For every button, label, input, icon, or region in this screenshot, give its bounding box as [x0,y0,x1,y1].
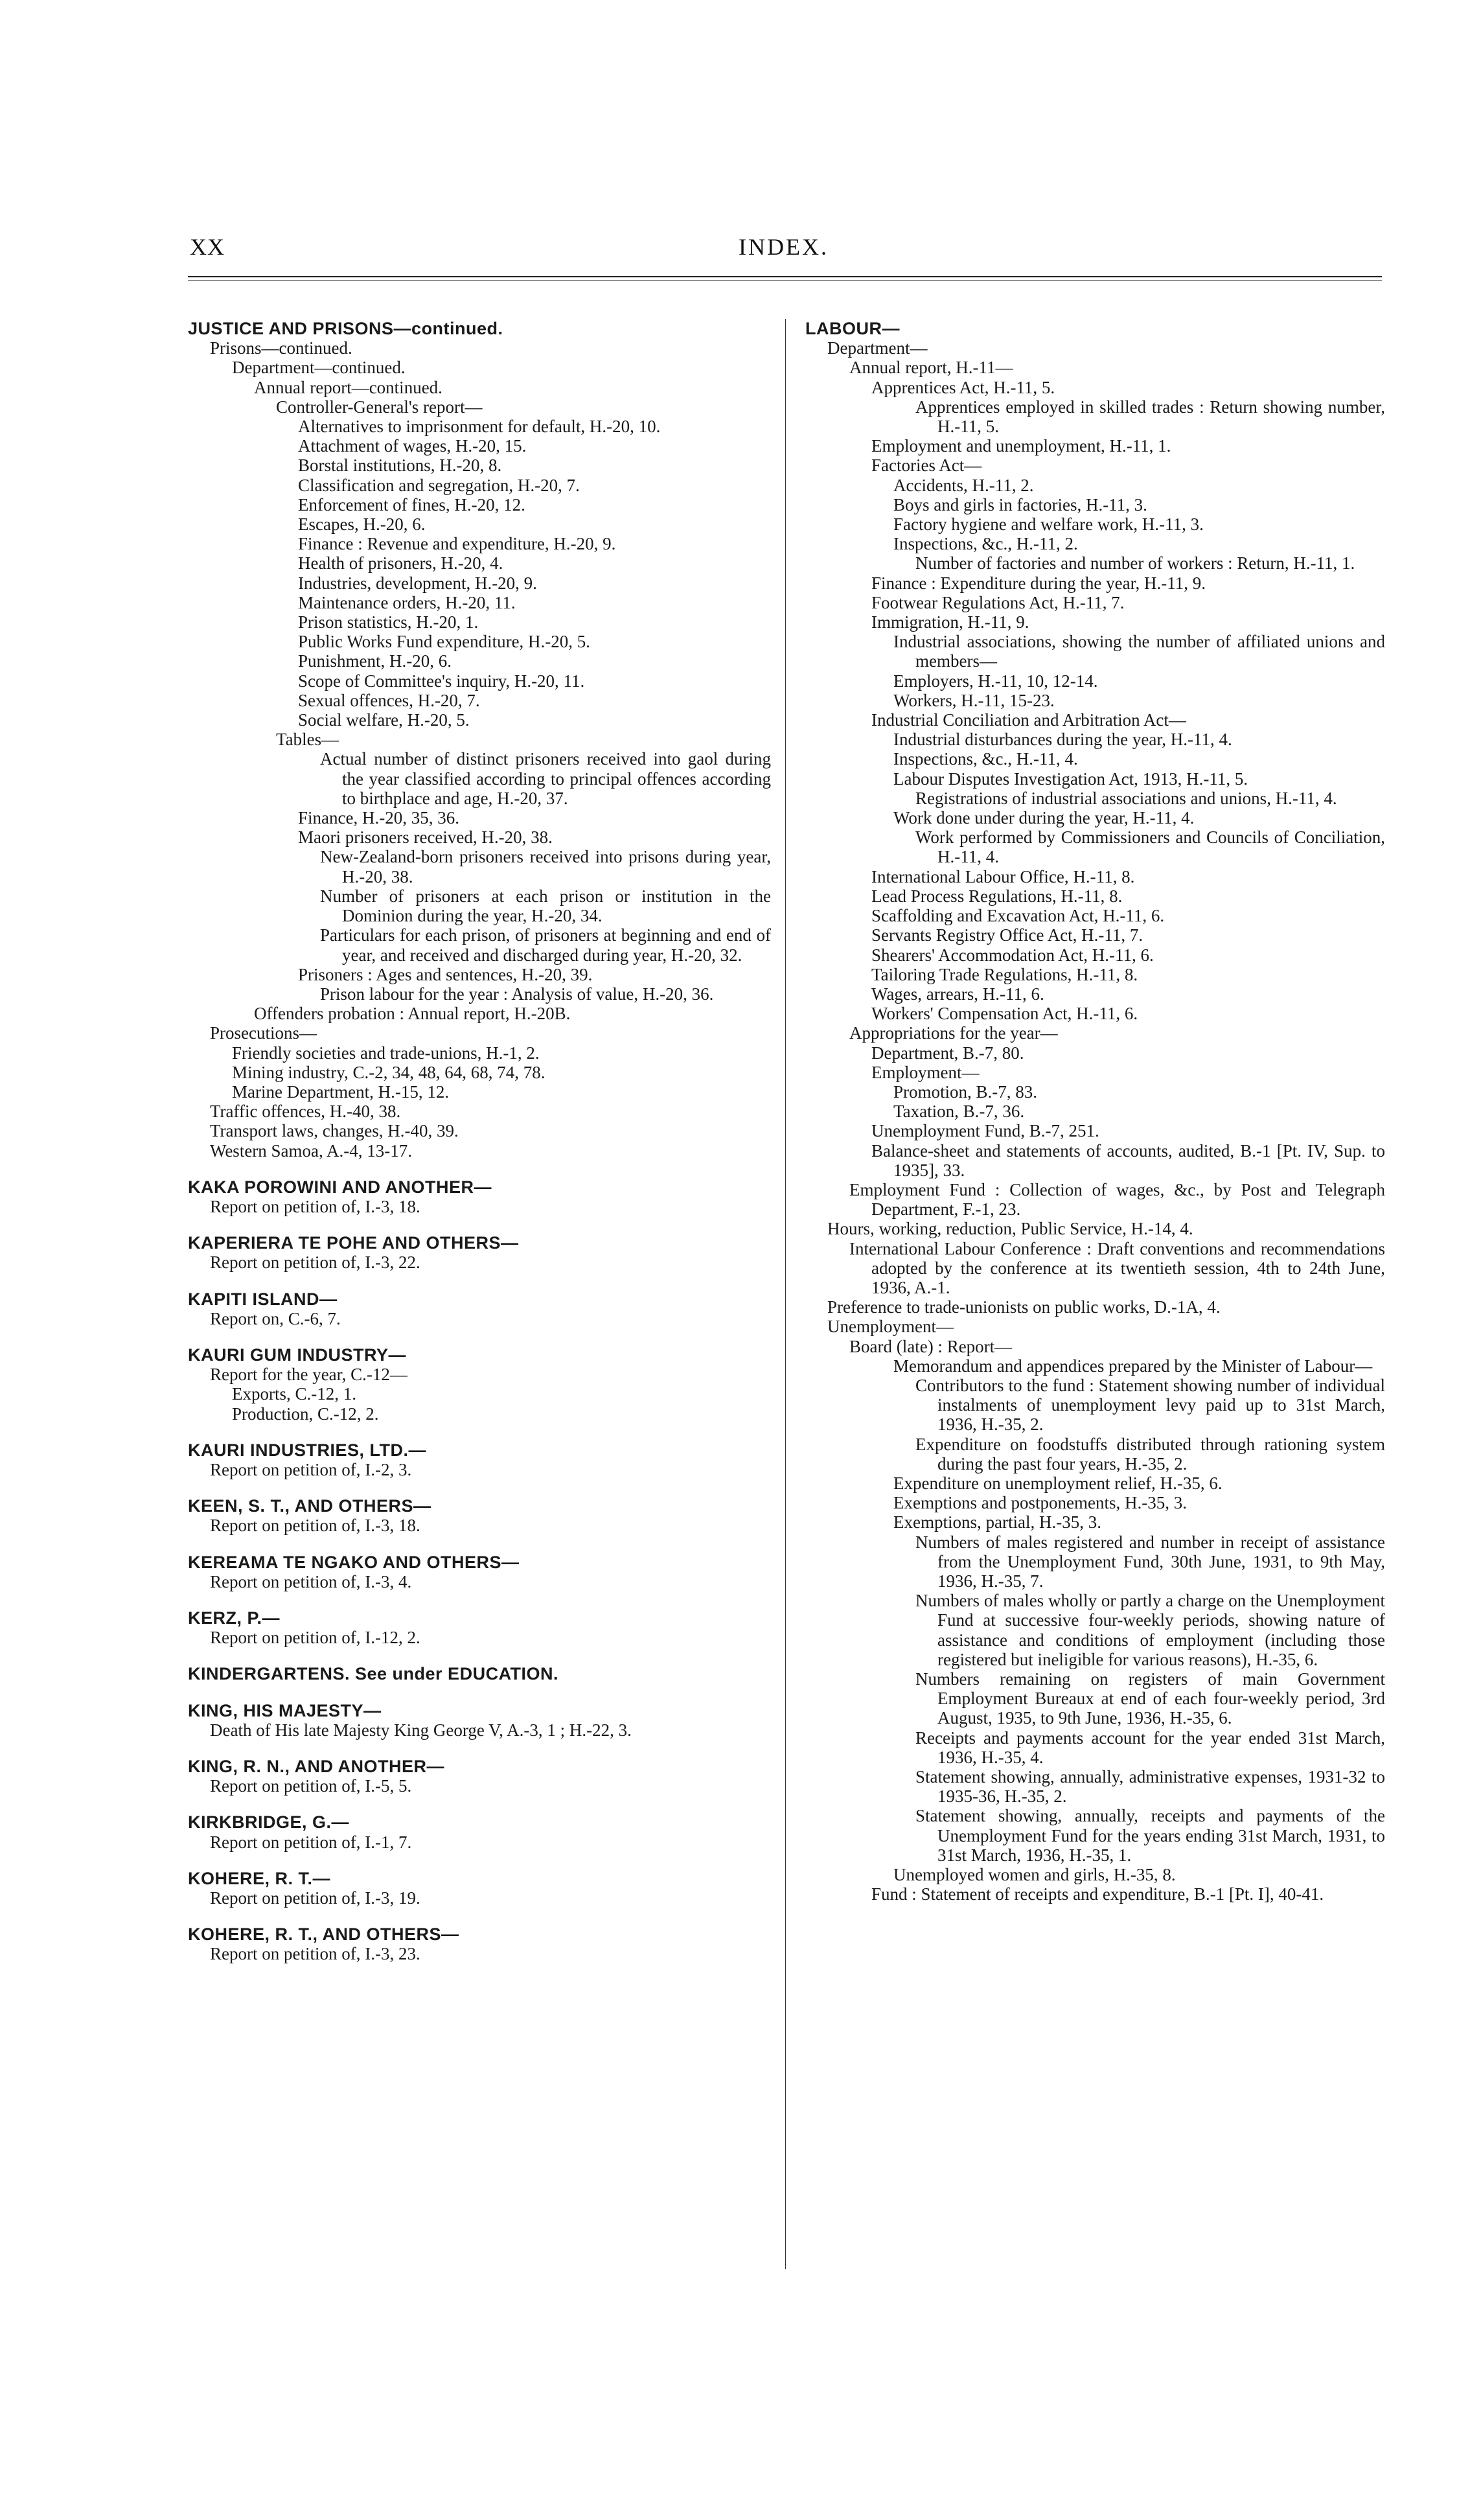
index-entry: Friendly societies and trade-unions, H.-1, 2. [232,1043,540,1063]
index-entry: Exemptions and postponements, H.-35, 3. [893,1493,1187,1513]
index-entry: Prison statistics, H.-20, 1. [298,612,479,632]
index-entry: Workers' Compensation Act, H.-11, 6. [871,1004,1138,1024]
index-entry: Factory hygiene and welfare work, H.-11, 3. [893,514,1204,535]
index-entry: Annual report—continued. [254,377,442,397]
index-entry: Exports, C.-12, 1. [232,1384,356,1404]
entry-gap [188,1216,771,1233]
index-entry: Boys and girls in factories, H.-11, 3. [893,494,1147,514]
index-entry: Borstal institutions, H.-20, 8. [298,456,502,476]
index-entry: Annual report, H.-11— [849,358,1013,378]
index-entry: Prison labour for the year : Analysis of value, H.-20, 36. [320,984,714,1004]
index-entry: Report on petition of, I.-3, 18. [210,1516,420,1536]
index-entry: Contributors to the fund : Statement showing number of individual instalments of unemployment levy paid up to 31st March, 1936, H.-35, 2. [915,1375,1385,1435]
index-entry: Mining industry, C.-2, 34, 48, 64, 68, 74, 78. [232,1062,545,1082]
index-entry: Factories Act— [871,456,982,476]
index-heading: KEEN, S. T., AND OTHERS— [188,1496,431,1516]
index-entry: Prisons—continued. [210,338,352,358]
index-entry: Report on petition of, I.-3, 23. [210,1944,420,1964]
index-entry: Transport laws, changes, H.-40, 39. [210,1121,459,1141]
index-entry: Traffic offences, H.-40, 38. [210,1102,401,1122]
entry-gap [188,1328,771,1345]
index-entry: Immigration, H.-11, 9. [871,612,1029,632]
index-entry: Number of factories and number of workers : Return, H.-11, 1. [915,553,1355,573]
index-entry: Department—continued. [232,358,406,378]
index-heading: LABOUR— [805,319,900,338]
index-entry: Production, C.-12, 2. [232,1404,379,1424]
index-entry: Taxation, B.-7, 36. [893,1102,1025,1122]
header-rule [188,276,1382,277]
index-entry: Promotion, B.-7, 83. [893,1081,1038,1102]
index-entry: Industrial associations, showing the number of affiliated unions and members— [893,632,1385,671]
index-heading: KAKA POROWINI AND ANOTHER— [188,1177,492,1197]
index-heading: KAPITI ISLAND— [188,1289,338,1309]
index-entry: Tailoring Trade Regulations, H.-11, 8. [871,964,1138,984]
index-entry: Hours, working, reduction, Public Service, H.-14, 4. [827,1219,1193,1239]
index-entry: New-Zealand-born prisoners received into prisons during year, H.-20, 38. [320,847,771,886]
index-entry: Fund : Statement of receipts and expenditure, B.-1 [Pt. I], 40-41. [871,1884,1324,1904]
index-entry: Apprentices employed in skilled trades : Return showing number, H.-11, 5. [915,397,1385,437]
index-heading: KIRKBRIDGE, G.— [188,1812,350,1832]
index-entry: International Labour Conference : Draft conventions and recommendations adopted by the conference at its twentieth session, 4th to 24th June, 1936, A.-1. [849,1238,1385,1297]
index-entry: Report on petition of, I.-3, 18. [210,1196,420,1216]
index-entry: Numbers of males registered and number in receipt of assistance from the Unemployment Fund, 30th June, 1931, to 9th May, 1936, H.-35, 7. [915,1532,1385,1591]
index-heading: KERZ, P.— [188,1608,281,1628]
entry-gap [188,1908,771,1925]
index-entry: Registrations of industrial associations and unions, H.-11, 4. [915,788,1337,808]
index-heading: KINDERGARTENS. See under EDUCATION. [188,1664,559,1684]
index-heading: KAURI INDUSTRIES, LTD.— [188,1440,426,1460]
index-entry: Number of prisoners at each prison or institution in the Dominion during the year, H.-20, 34. [320,886,771,926]
index-entry: Western Samoa, A.-4, 13-17. [210,1140,413,1161]
index-entry: Industrial disturbances during the year, H.-11, 4. [893,730,1232,750]
index-entry: Exemptions, partial, H.-35, 3. [893,1512,1101,1532]
index-heading: KING, HIS MAJESTY— [188,1700,382,1720]
entry-gap [188,1424,771,1440]
index-entry: Report on petition of, I.-1, 7. [210,1832,412,1852]
index-entry: Inspections, &c., H.-11, 2. [893,534,1078,554]
entry-gap [188,1591,771,1608]
index-entry: Prosecutions— [210,1023,317,1043]
index-entry: Statement showing, annually, receipts and payments of the Unemployment Fund for the years ending 31st March, 1931, to 31st March, 1936, H.-35, 1. [915,1806,1385,1865]
index-entry: Board (late) : Report— [849,1336,1013,1356]
index-entry: Preference to trade-unionists on public works, D.-1A, 4. [827,1297,1221,1317]
index-entry: Work performed by Commissioners and Councils of Conciliation, H.-11, 4. [915,827,1385,867]
index-entry: Employment and unemployment, H.-11, 1. [871,436,1171,456]
index-entry: Finance : Expenditure during the year, H.-11, 9. [871,573,1206,593]
index-entry: Employment— [871,1062,980,1082]
index-entry: Health of prisoners, H.-20, 4. [298,553,503,573]
index-heading: JUSTICE AND PRISONS—continued. [188,319,503,338]
index-entry: Numbers of males wholly or partly a charge on the Unemployment Fund at successive four-weekly periods, showing nature of assistance and conditions of employment (including those registered but ineligible for various reasons), H.-35, 6. [915,1591,1385,1669]
index-entry: Unemployment Fund, B.-7, 251. [871,1121,1099,1141]
index-entry: Balance-sheet and statements of accounts, audited, B.-1 [Pt. IV, Sup. to 1935], 33. [871,1140,1385,1180]
index-entry: Department— [827,338,928,358]
entry-gap [188,1852,771,1869]
index-entry: Expenditure on foodstuffs distributed through rationing system during the past four years, H.-35, 2. [915,1434,1385,1474]
index-entry: Appropriations for the year— [849,1023,1058,1043]
index-entry: Statement showing, annually, administrative expenses, 1931-32 to 1935-36, H.-35, 2. [915,1767,1385,1807]
index-entry: Industrial Conciliation and Arbitration Act— [871,710,1186,730]
right-column [805,319,1385,1904]
index-entry: Death of His late Majesty King George V, A.-3, 1 ; H.-22, 3. [210,1720,632,1740]
index-entry: Report on petition of, I.-3, 22. [210,1253,420,1273]
index-entry: Alternatives to imprisonment for default, H.-20, 10. [298,417,661,437]
index-entry: Employers, H.-11, 10, 12-14. [893,671,1098,691]
index-entry: Particulars for each prison, of prisoners at beginning and end of year, and received and discharged during year, H.-20, 32. [320,925,771,965]
index-entry: Controller-General's report— [276,397,483,417]
index-entry: Report on, C.-6, 7. [210,1308,341,1328]
entry-gap [188,1273,771,1289]
index-entry: Footwear Regulations Act, H.-11, 7. [871,592,1125,612]
index-heading: KOHERE, R. T.— [188,1868,331,1888]
index-entry: Expenditure on unemployment relief, H.-35, 6. [893,1473,1223,1493]
index-entry: Offenders probation : Annual report, H.-20B. [254,1004,571,1024]
index-entry: Tables— [276,730,339,750]
index-entry: Report on petition of, I.-12, 2. [210,1628,420,1648]
header-rule-thin [188,280,1382,281]
entry-gap [188,1796,771,1812]
index-entry: Labour Disputes Investigation Act, 1913, H.-11, 5. [893,769,1248,789]
page-number: XX [190,234,225,260]
index-entry: Memorandum and appendices prepared by the Minister of Labour— [893,1356,1373,1376]
index-entry: Employment Fund : Collection of wages, &c., by Post and Telegraph Department, F.-1, 23. [849,1179,1385,1220]
index-heading: KOHERE, R. T., AND OTHERS— [188,1925,459,1945]
index-entry: Inspections, &c., H.-11, 4. [893,749,1078,769]
index-entry: Servants Registry Office Act, H.-11, 7. [871,925,1143,945]
index-entry: Finance : Revenue and expenditure, H.-20, 9. [298,534,616,554]
index-entry: Report for the year, C.-12— [210,1365,408,1385]
index-heading: KING, R. N., AND ANOTHER— [188,1757,444,1776]
index-entry: Escapes, H.-20, 6. [298,514,426,535]
index-entry: Public Works Fund expenditure, H.-20, 5. [298,632,591,652]
index-entry: Work done under during the year, H.-11, 4. [893,808,1195,828]
index-entry: Attachment of wages, H.-20, 15. [298,436,527,456]
index-entry: Report on petition of, I.-2, 3. [210,1459,412,1479]
index-entry: Report on petition of, I.-3, 4. [210,1571,412,1591]
index-entry: Prisoners : Ages and sentences, H.-20, 39. [298,964,593,984]
index-entry: Workers, H.-11, 15-23. [893,690,1055,710]
index-entry: Scaffolding and Excavation Act, H.-11, 6. [871,906,1165,926]
entry-gap [188,1161,771,1177]
index-entry: Punishment, H.-20, 6. [298,651,452,671]
index-entry: Social welfare, H.-20, 5. [298,710,470,730]
index-entry: Wages, arrears, H.-11, 6. [871,984,1044,1004]
entry-gap [188,1740,771,1757]
index-entry: Receipts and payments account for the year ended 31st March, 1936, H.-35, 4. [915,1728,1385,1767]
index-entry: Marine Department, H.-15, 12. [232,1081,450,1102]
index-entry: Report on petition of, I.-3, 19. [210,1888,420,1908]
entry-gap [188,1536,771,1553]
index-entry: International Labour Office, H.-11, 8. [871,866,1135,886]
index-entry: Sexual offences, H.-20, 7. [298,690,480,710]
index-entry: Unemployment— [827,1317,954,1337]
index-entry: Finance, H.-20, 35, 36. [298,808,459,828]
index-entry: Maintenance orders, H.-20, 11. [298,592,516,612]
left-column [188,319,771,1964]
index-heading: KAURI GUM INDUSTRY— [188,1345,406,1365]
index-entry: Numbers remaining on registers of main Government Employment Bureaux at end of each four-weekly period, 3rd August, 1935, to 9th June, 1936, H.-35, 6. [915,1669,1385,1728]
index-heading: KEREAMA TE NGAKO AND OTHERS— [188,1552,520,1572]
column-divider [785,319,786,2269]
entry-gap [188,1479,771,1496]
index-entry: Apprentices Act, H.-11, 5. [871,377,1055,397]
index-entry: Unemployed women and girls, H.-35, 8. [893,1865,1176,1885]
entry-gap [188,1684,771,1701]
index-entry: Lead Process Regulations, H.-11, 8. [871,886,1123,906]
index-entry: Enforcement of fines, H.-20, 12. [298,494,525,514]
index-entry: Scope of Committee's inquiry, H.-20, 11. [298,671,585,691]
index-entry: Classification and segregation, H.-20, 7. [298,475,580,495]
index-heading: KAPERIERA TE POHE AND OTHERS— [188,1233,519,1253]
index-entry: Shearers' Accommodation Act, H.-11, 6. [871,945,1154,965]
index-entry: Industries, development, H.-20, 9. [298,573,537,593]
index-entry: Maori prisoners received, H.-20, 38. [298,827,553,848]
entry-gap [188,1647,771,1664]
index-entry: Actual number of distinct prisoners received into gaol during the year classified according to principal offences according to birthplace and age, H.-20, 37. [320,749,771,808]
page-title: INDEX. [739,234,829,260]
index-entry: Accidents, H.-11, 2. [893,475,1034,495]
index-entry: Department, B.-7, 80. [871,1043,1024,1063]
index-entry: Report on petition of, I.-5, 5. [210,1776,412,1796]
